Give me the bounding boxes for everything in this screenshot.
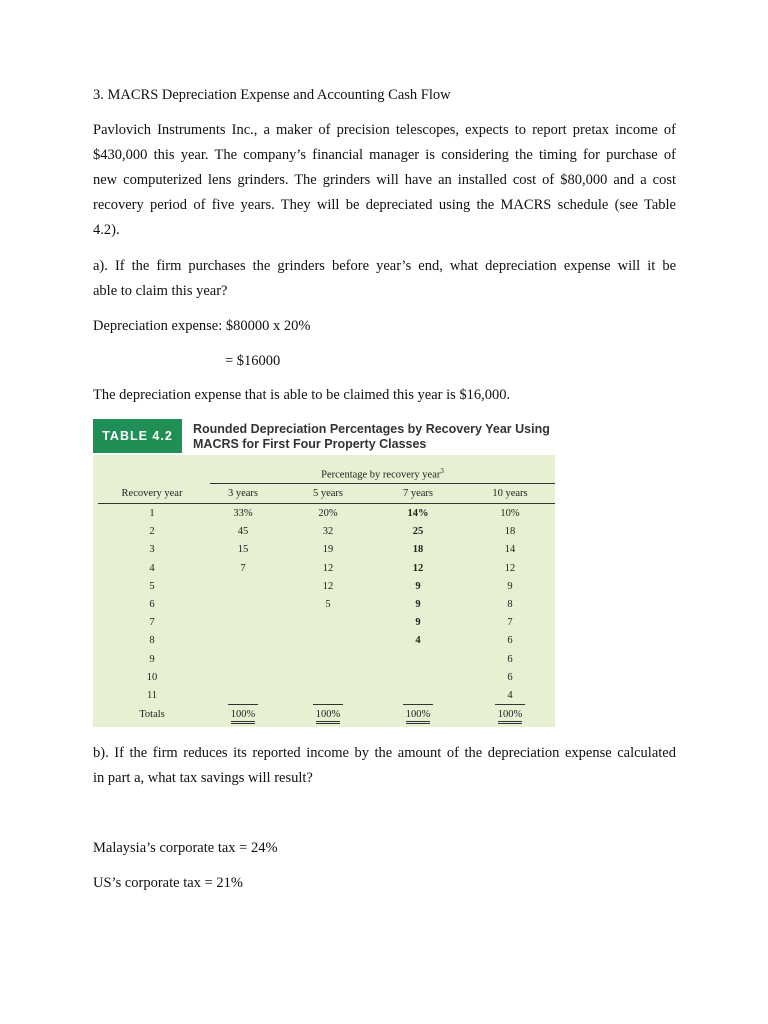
percentage-cell: 20% <box>318 508 338 519</box>
calc-line-2: = $16000 <box>225 353 281 369</box>
sum-underline <box>495 704 525 705</box>
span-header <box>210 467 555 481</box>
total-cell: 100% <box>498 709 523 724</box>
header-rule <box>98 503 555 504</box>
recovery-year-cell: 7 <box>149 617 155 629</box>
percentage-cell: 15 <box>237 544 249 556</box>
intro-line: recovery period of five years. They will be depreciated using the MACRS schedule (see Table <box>93 197 676 213</box>
percentage-cell: 9 <box>415 617 421 629</box>
col-header-10-years: 10 years <box>492 488 528 499</box>
percentage-cell: 10% <box>500 508 520 519</box>
percentage-cell: 5 <box>325 599 331 610</box>
recovery-year-cell: 5 <box>149 580 155 592</box>
total-cell: 100% <box>231 709 256 724</box>
percentage-cell: 45 <box>237 526 249 538</box>
question-a-line: a). If the firm purchases the grinders before year’s end, what depreciation expense will it be <box>93 258 676 274</box>
percentage-cell: 19 <box>322 544 334 556</box>
recovery-year-cell: 1 <box>149 508 155 519</box>
span-rule <box>210 483 555 484</box>
table-badge: TABLE 4.2 <box>93 419 182 453</box>
table-title-line-1: Rounded Depreciation Percentages by Recovery Year Using <box>193 422 550 436</box>
col-header-5-years: 5 years <box>312 488 344 499</box>
table-header <box>93 419 555 455</box>
recovery-year-cell: 4 <box>149 562 155 574</box>
percentage-cell: 18 <box>504 526 516 538</box>
sum-underline <box>403 704 433 705</box>
question-a <box>93 254 676 304</box>
percentage-cell: 25 <box>412 526 424 538</box>
sum-underline <box>313 704 343 705</box>
tax-malaysia: Malaysia’s corporate tax = 24% <box>93 840 278 856</box>
percentage-cell: 18 <box>412 544 424 556</box>
answer-a: The depreciation expense that is able to be claimed this year is $16,000. <box>93 387 511 403</box>
totals-label: Totals <box>139 709 165 721</box>
total-cell: 100% <box>316 709 341 724</box>
question-heading: 3. MACRS Depreciation Expense and Accounting Cash Flow <box>93 87 451 103</box>
percentage-cell: 4 <box>507 690 513 701</box>
tax-us: US’s corporate tax = 21% <box>93 875 243 891</box>
col-header-3-years: 3 years <box>227 488 259 499</box>
recovery-year-cell: 9 <box>149 653 155 665</box>
total-cell: 100% <box>406 709 431 724</box>
question-b <box>93 741 676 791</box>
sum-underline <box>228 704 258 705</box>
percentage-cell: 8 <box>507 599 513 610</box>
percentage-cell: 14% <box>407 508 429 519</box>
percentage-cell: 12 <box>504 562 516 574</box>
intro-paragraph <box>93 118 676 243</box>
percentage-cell: 6 <box>507 671 513 683</box>
percentage-cell: 12 <box>322 580 334 592</box>
percentage-cell: 14 <box>504 544 516 556</box>
recovery-year-cell: 10 <box>146 671 158 683</box>
span-header-footnote: 3 <box>440 467 444 475</box>
percentage-cell: 32 <box>322 526 334 538</box>
span-header-text: Percentage by recovery year <box>321 469 441 481</box>
percentage-cell: 4 <box>415 635 421 647</box>
intro-line: 4.2). <box>93 222 120 238</box>
intro-line: $430,000 this year. The company’s financial manager is considering the timing for purchase of <box>93 147 676 163</box>
macrs-table-figure <box>93 419 555 727</box>
percentage-cell: 7 <box>240 562 246 574</box>
total-cell-wrapper <box>208 709 278 724</box>
intro-line: Pavlovich Instruments Inc., a maker of precision telescopes, expects to report pretax income of <box>93 122 676 138</box>
question-b-line: in part a, what tax savings will result? <box>93 770 313 786</box>
intro-line: new computerized lens grinders. The grinders will have an installed cost of $80,000 and a cost <box>93 172 676 188</box>
table-title-line-2: MACRS for First Four Property Classes <box>193 437 427 451</box>
col-header-recovery-year: Recovery year <box>121 488 183 499</box>
recovery-year-cell: 11 <box>146 690 158 701</box>
total-cell-wrapper <box>475 709 545 724</box>
percentage-cell: 12 <box>412 562 424 574</box>
percentage-cell: 12 <box>322 562 334 574</box>
recovery-year-cell: 2 <box>149 526 155 538</box>
recovery-year-cell: 8 <box>149 635 155 647</box>
total-cell-wrapper <box>293 709 363 724</box>
table-body <box>93 455 555 727</box>
col-header-7-years: 7 years <box>402 488 434 499</box>
calc-line-1: Depreciation expense: $80000 x 20% <box>93 318 311 334</box>
percentage-cell: 9 <box>415 599 421 610</box>
percentage-cell: 6 <box>507 653 513 665</box>
recovery-year-cell: 6 <box>149 599 155 610</box>
percentage-cell: 6 <box>507 635 513 647</box>
total-cell-wrapper <box>383 709 453 724</box>
percentage-cell: 9 <box>415 580 421 592</box>
question-b-line: b). If the firm reduces its reported income by the amount of the depreciation expense calculated <box>93 745 676 761</box>
table-title <box>193 422 553 452</box>
recovery-year-cell: 3 <box>149 544 155 556</box>
percentage-cell: 33% <box>233 508 253 519</box>
percentage-cell: 9 <box>507 580 513 592</box>
percentage-cell: 7 <box>507 617 513 629</box>
question-a-line: able to claim this year? <box>93 283 228 299</box>
